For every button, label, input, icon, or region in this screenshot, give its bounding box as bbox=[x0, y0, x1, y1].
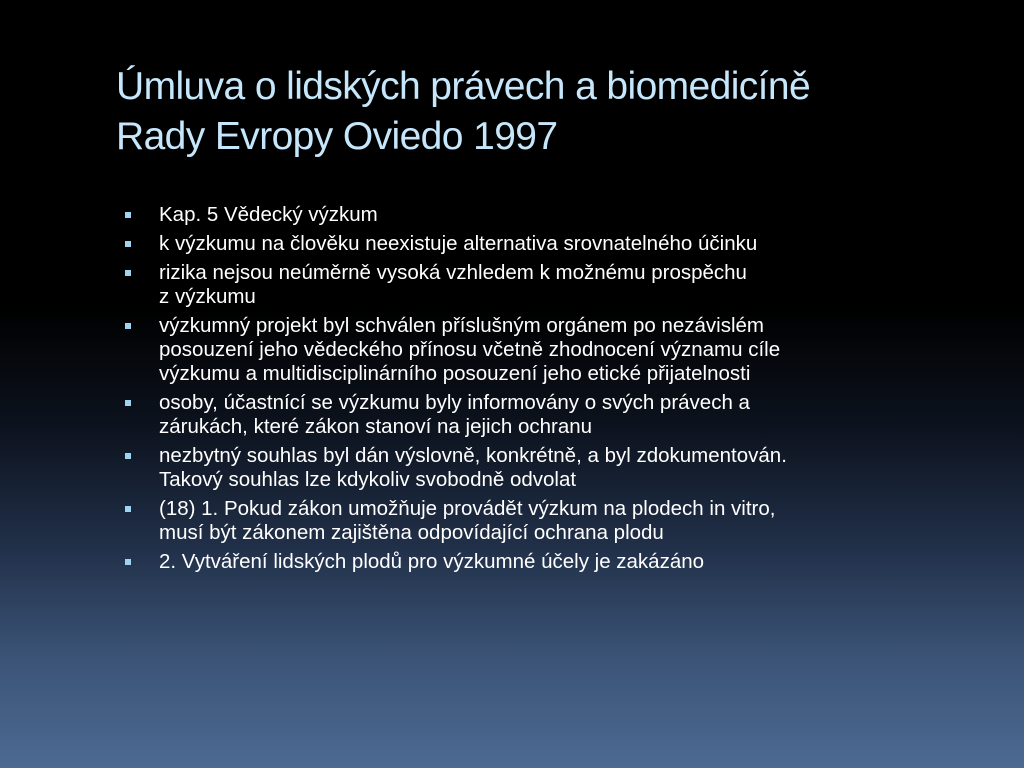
square-bullet-icon bbox=[125, 323, 131, 329]
square-bullet-icon bbox=[125, 212, 131, 218]
bullet-item bbox=[120, 497, 970, 545]
square-bullet-icon bbox=[125, 400, 131, 406]
bullet-text: výzkumný projekt byl schválen příslušným orgánem po nezávislém bbox=[159, 314, 765, 337]
square-bullet-icon bbox=[125, 506, 131, 512]
bullet-text: výzkumu a multidisciplinárního posouzení jeho etické přijatelnosti bbox=[159, 362, 751, 385]
bullet-list bbox=[120, 203, 970, 579]
bullet-item bbox=[120, 232, 970, 256]
bullet-text: posouzení jeho vědeckého přínosu včetně zhodnocení významu cíle bbox=[159, 338, 781, 361]
bullet-text: 2. Vytváření lidských plodů pro výzkumné účely je zakázáno bbox=[159, 550, 705, 573]
bullet-text: nezbytný souhlas byl dán výslovně, konkrétně, a byl zdokumentován. bbox=[159, 444, 787, 467]
square-bullet-icon bbox=[125, 453, 131, 459]
bullet-text: Takový souhlas lze kdykoliv svobodně odvolat bbox=[159, 468, 577, 491]
bullet-text: osoby, účastnící se výzkumu byly informovány o svých právech a bbox=[159, 391, 750, 414]
bullet-text: k výzkumu na člověku neexistuje alternativa srovnatelného účinku bbox=[159, 232, 758, 255]
square-bullet-icon bbox=[125, 559, 131, 565]
bullet-item bbox=[120, 261, 970, 309]
slide-title-line-2: Rady Evropy Oviedo 1997 bbox=[116, 115, 558, 158]
square-bullet-icon bbox=[125, 270, 131, 276]
bullet-text: Kap. 5 Vědecký výzkum bbox=[159, 203, 378, 226]
bullet-text: rizika nejsou neúměrně vysoká vzhledem k možnému prospěchu bbox=[159, 261, 747, 284]
bullet-item bbox=[120, 444, 970, 492]
bullet-text: z výzkumu bbox=[159, 285, 256, 308]
bullet-text: (18) 1. Pokud zákon umožňuje provádět výzkum na plodech in vitro, bbox=[159, 497, 776, 520]
square-bullet-icon bbox=[125, 241, 131, 247]
bullet-text: zárukách, které zákon stanoví na jejich ochranu bbox=[159, 415, 593, 438]
bullet-item bbox=[120, 203, 970, 227]
slide-title-line-1: Úmluva o lidských právech a biomedicíně bbox=[116, 65, 811, 108]
slide-title bbox=[116, 62, 996, 162]
bullet-item bbox=[120, 550, 970, 574]
bullet-item bbox=[120, 391, 970, 439]
bullet-item bbox=[120, 314, 970, 386]
bullet-text: musí být zákonem zajištěna odpovídající ochrana plodu bbox=[159, 521, 664, 544]
